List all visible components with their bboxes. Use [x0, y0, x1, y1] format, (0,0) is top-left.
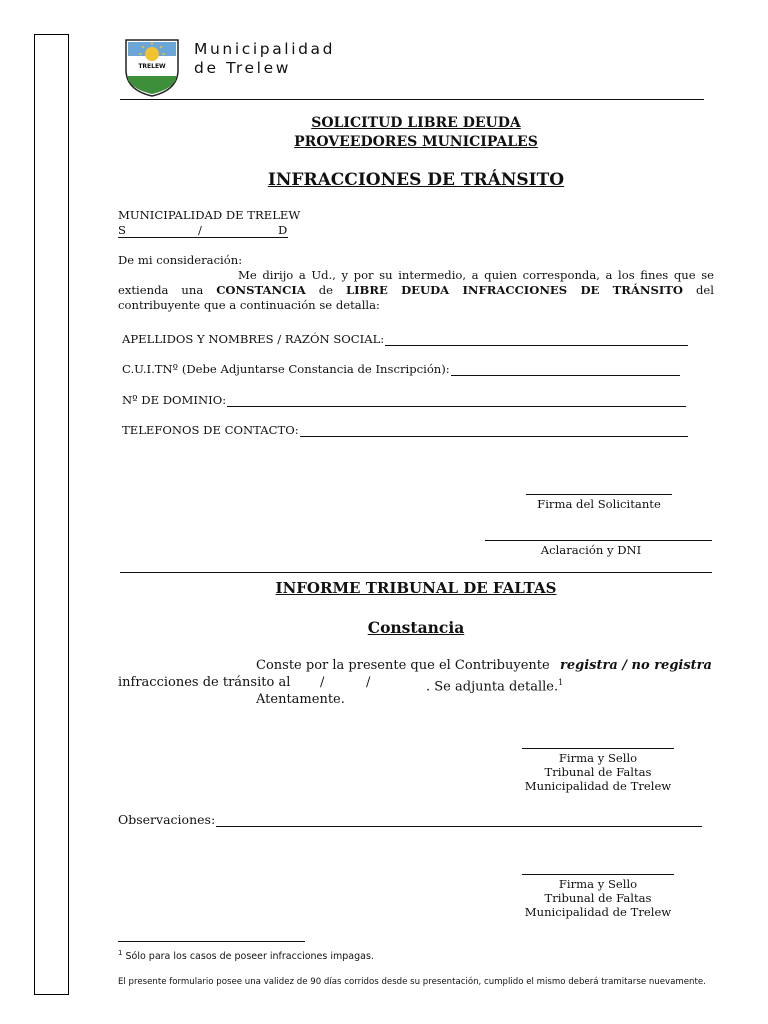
- informe-title: INFORME TRIBUNAL DE FALTAS: [275, 579, 557, 597]
- addressee-sd: [118, 223, 288, 238]
- org-name-line1: Municipalidad: [194, 40, 336, 58]
- informe-closing: Atentamente.: [256, 692, 345, 707]
- informe-text-3: [426, 674, 563, 695]
- page-left-frame: [34, 34, 69, 995]
- firma-sello-1: Firma y Sello: [558, 751, 638, 765]
- cuit-label: C.U.I.TNº (Debe Adjuntarse Constancia de Inscripción):: [122, 362, 450, 376]
- cuit-field[interactable]: [122, 362, 680, 376]
- aclaracion-label: Aclaración y DNI: [540, 543, 642, 557]
- telefonos-label: TELEFONOS DE CONTACTO:: [122, 423, 299, 437]
- observaciones-label: Observaciones:: [118, 812, 216, 827]
- addressee-slash: /: [198, 223, 202, 237]
- tribunal-signature-line-2: [522, 874, 674, 875]
- footnote-ref: 1: [558, 678, 564, 687]
- informe-text-2: infracciones de tránsito al: [118, 675, 291, 690]
- tribunal-1: Tribunal de Faltas: [544, 765, 652, 779]
- municipal-logo: [120, 34, 184, 98]
- section-divider: [120, 572, 712, 573]
- municipalidad-2: Municipalidad de Trelew: [524, 905, 672, 919]
- names-line[interactable]: [385, 333, 688, 346]
- footnote-rule: [118, 941, 305, 942]
- dominio-line[interactable]: [227, 394, 686, 407]
- org-name-line2: de Trelew: [194, 59, 291, 77]
- informe-text-1: Conste por la presente que el Contribuyente: [256, 658, 550, 673]
- addressee-name: MUNICIPALIDAD DE TRELEW: [118, 208, 301, 222]
- letter-bold-constancia: CONSTANCIA: [216, 283, 306, 297]
- dominio-label: Nº DE DOMINIO:: [122, 393, 227, 407]
- letter-text-2: de: [305, 283, 346, 297]
- addressee-s: S: [118, 223, 126, 237]
- footnote-1-number: 1: [118, 949, 123, 957]
- header-rule: [120, 99, 704, 100]
- validity-note: El presente formulario posee una validez de 90 días corridos desde su presentación, cumplido el mismo deberá tramitarse nuevamente.: [118, 977, 706, 987]
- greeting: De mi consideración:: [118, 253, 243, 267]
- cuit-line[interactable]: [451, 363, 680, 376]
- municipalidad-1: Municipalidad de Trelew: [524, 779, 672, 793]
- informe-registra: registra / no registra: [560, 658, 712, 673]
- footnote-1-text: Sólo para los casos de poseer infracciones impagas.: [122, 951, 374, 963]
- title-line2: PROVEEDORES MUNICIPALES: [294, 134, 538, 150]
- firma-sello-2: Firma y Sello: [558, 877, 638, 891]
- names-field[interactable]: [122, 332, 688, 346]
- dominio-field[interactable]: [122, 393, 686, 407]
- main-title: INFRACCIONES DE TRÁNSITO: [267, 170, 565, 190]
- letter-text-3: del contribuyente que a continuación se detalla:: [118, 283, 714, 312]
- telefonos-line[interactable]: [300, 424, 688, 437]
- date-slash-2: /: [366, 675, 371, 690]
- solicitante-label: Firma del Solicitante: [537, 497, 661, 511]
- tribunal-2: Tribunal de Faltas: [544, 891, 652, 905]
- letter-body: [118, 268, 714, 313]
- letter-text-1: Me dirijo a Ud., y por su intermedio, a quien corresponda, a los fines que se extienda una: [118, 268, 714, 297]
- solicitante-signature-line: [526, 494, 672, 495]
- footnote-1: [118, 949, 374, 962]
- addressee-d: D: [278, 223, 288, 237]
- date-slash-1: /: [320, 675, 325, 690]
- telefonos-field[interactable]: [122, 423, 688, 437]
- informe-subtitle: Constancia: [367, 618, 465, 637]
- logo-text: TRELEW: [138, 63, 166, 70]
- tribunal-signature-line-1: [522, 748, 674, 749]
- letter-bold-libre-deuda: LIBRE DEUDA INFRACCIONES DE TRÁNSITO: [345, 283, 684, 297]
- informe-adjunta: . Se adjunta detalle.: [426, 679, 559, 695]
- observaciones-line[interactable]: [216, 814, 702, 827]
- title-line1: SOLICITUD LIBRE DEUDA: [311, 115, 521, 131]
- names-label: APELLIDOS Y NOMBRES / RAZÓN SOCIAL:: [122, 332, 385, 346]
- observaciones-field[interactable]: [118, 812, 702, 827]
- aclaracion-line: [485, 540, 712, 541]
